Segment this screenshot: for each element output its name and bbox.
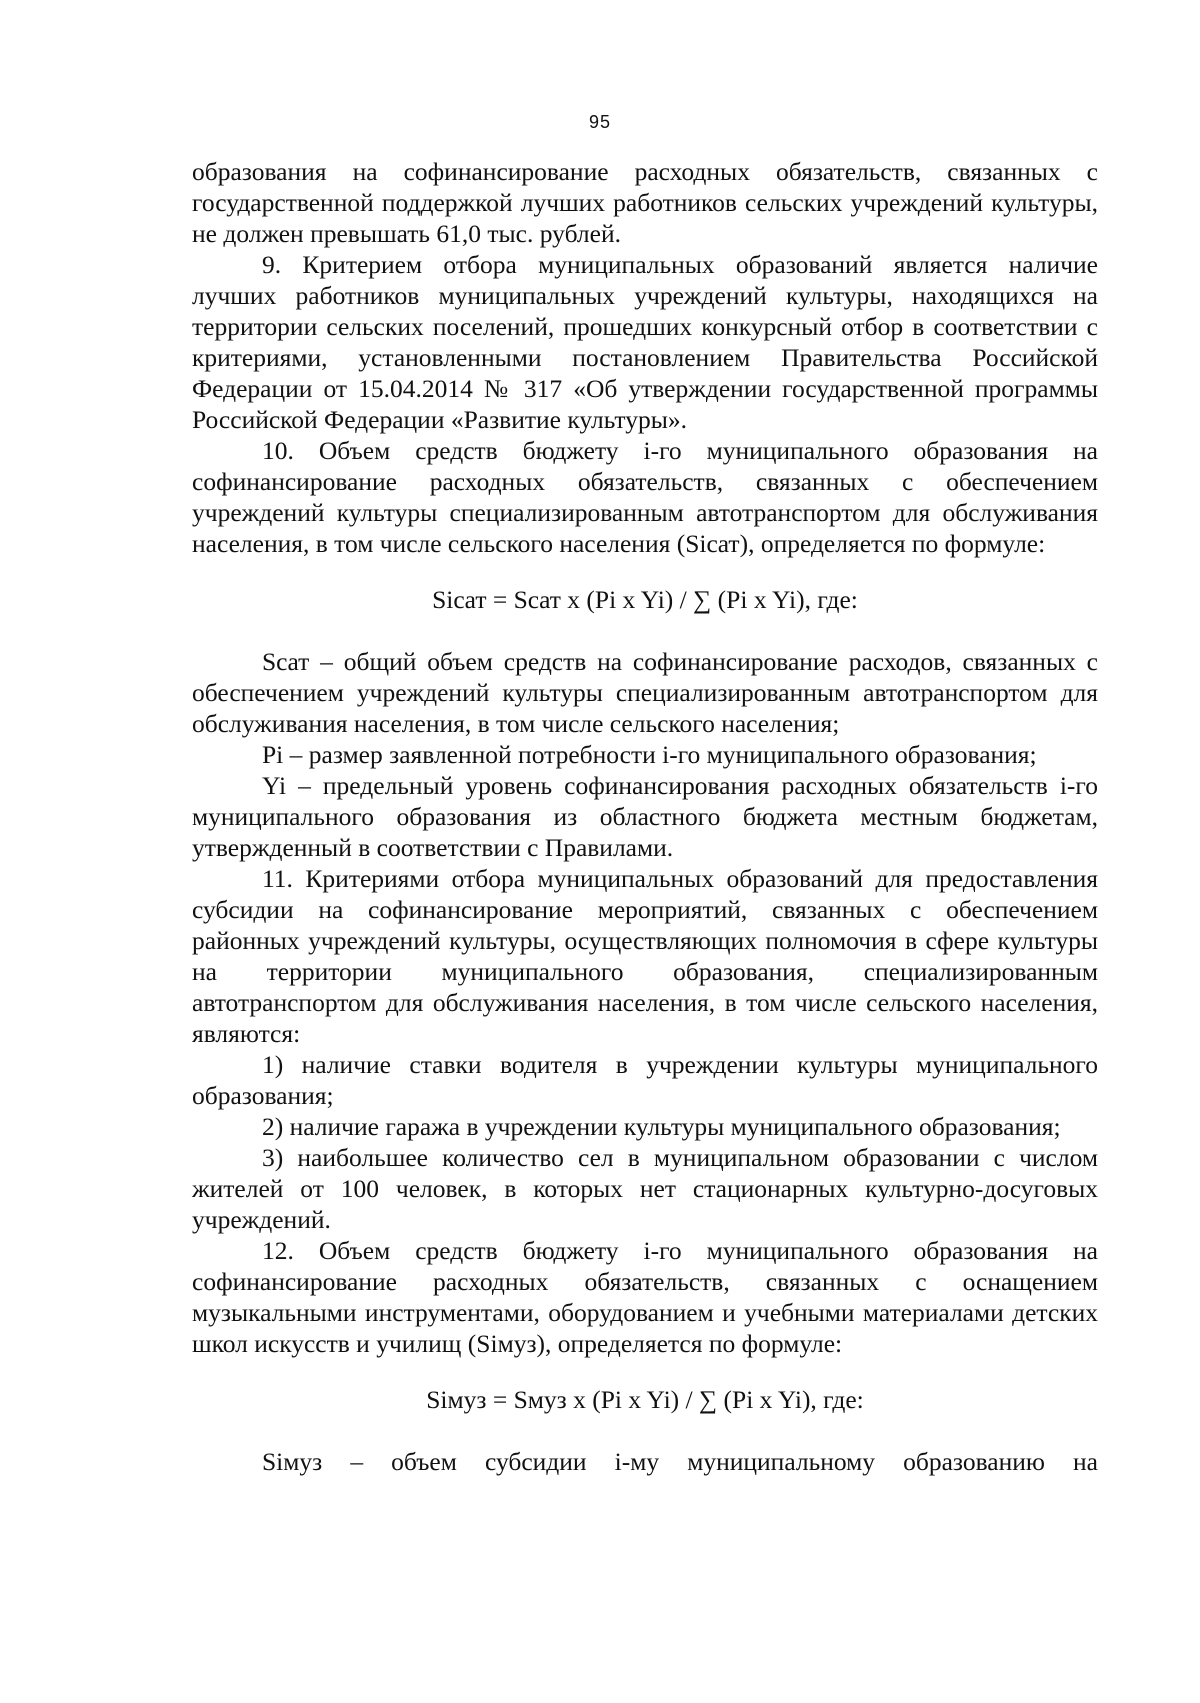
definition-yi: Yi – предельный уровень софинансирования расходных обязательств i-го муниципального образования из областного бюджета местным бюджетам, утвержденный в соответствии с Правилами.: [192, 771, 1098, 862]
definition-simuz: Siмуз – объем субсидии i-му муниципальному образованию на: [262, 1447, 1098, 1476]
paragraph-9: 9. Критерием отбора муниципальных образований является наличие лучших работников муниципальных учреждений культуры, находящихся на территории сельских поселений, прошедших конкурсный отбор в соответствии с критериями, установленными постановлением Правительства Российской Федерации от 15.04.2014 № 317 «Об утверждении государственной программы Российской Федерации «Развитие культуры».: [192, 250, 1098, 434]
paragraph-10: 10. Объем средств бюджету i-го муниципального образования на софинансирование расходных обязательств, связанных с обеспечением учреждений культуры специализированным автотранспортом для обслуживания населения, в том числе сельского населения (Sicат), определяется по формуле:: [192, 436, 1098, 558]
list-item-2: 2) наличие гаража в учреждении культуры муниципального образования;: [262, 1112, 1061, 1141]
definition-scat: Scат – общий объем средств на софинансирование расходов, связанных с обеспечением учреждений культуры специализированным автотранспортом для обслуживания населения, в том числе сельского населения;: [192, 647, 1098, 738]
formula-simuz: Siмуз = Sмуз x (Pi x Yi) / ∑ (Pi x Yi), где:: [426, 1385, 864, 1414]
paragraph-intro: образования на софинансирование расходных обязательств, связанных с государственной поддержкой лучших работников сельских учреждений культуры, не должен превышать 61,0 тыс. рублей.: [192, 157, 1098, 248]
page-number: 95: [588, 112, 612, 132]
list-item-3: 3) наибольшее количество сел в муниципальном образовании с числом жителей от 100 человек, в которых нет стационарных культурно-досуговых учреждений.: [192, 1143, 1098, 1234]
definition-pi: Pi – размер заявленной потребности i-го муниципального образования;: [262, 740, 1037, 769]
formula-sicat: Sicат = Scат x (Pi x Yi) / ∑ (Pi x Yi), где:: [432, 585, 858, 614]
document-body: [192, 156, 1098, 1477]
paragraph-11: 11. Критериями отбора муниципальных образований для предоставления субсидии на софинансирование мероприятий, связанных с обеспечением районных учреждений культуры, осуществляющих полномочия в сфере культуры на территории муниципального образования, специализированным автотранспортом для обслуживания населения, в том числе сельского населения, являются:: [192, 864, 1098, 1048]
list-item-1: 1) наличие ставки водителя в учреждении культуры муниципального образования;: [192, 1050, 1098, 1110]
paragraph-12: 12. Объем средств бюджету i-го муниципального образования на софинансирование расходных обязательств, связанных с оснащением музыкальными инструментами, оборудованием и учебными материалами детских школ искусств и училищ (Siмуз), определяется по формуле:: [192, 1236, 1098, 1358]
